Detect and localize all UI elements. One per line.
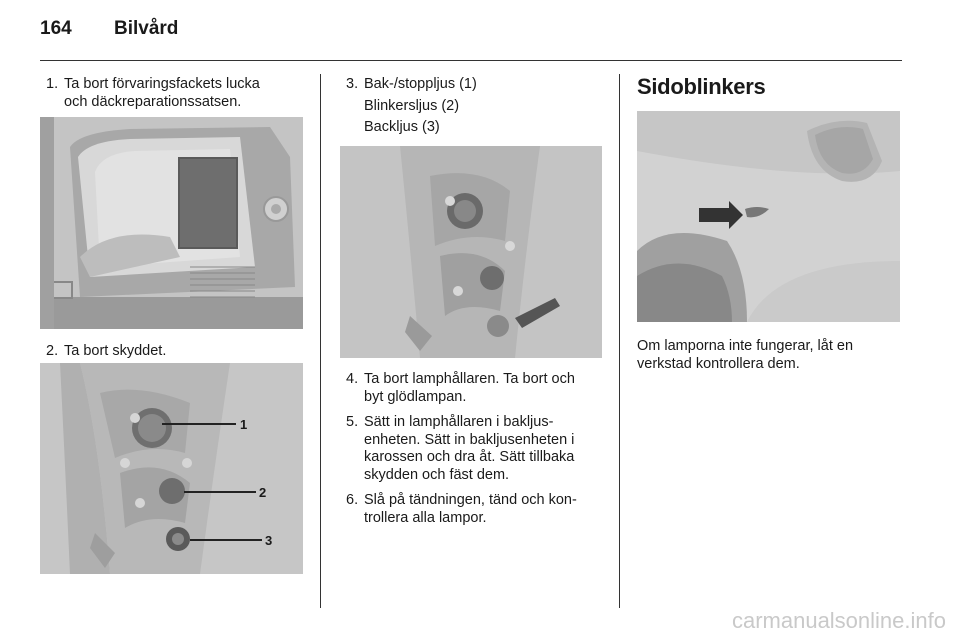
page-number: 164: [40, 18, 72, 39]
column-1-step2: [40, 343, 304, 361]
trunk-storage-photo: [40, 117, 303, 329]
watermark: carmanualsonline.info: [731, 608, 946, 633]
step-3-text: Bak-/stoppljus (1): [364, 76, 477, 92]
step-5-number: 5.: [346, 414, 359, 430]
sidoblinkers-line1: Om lamporna inte fungerar, låt en: [637, 338, 854, 354]
column-3-text: [637, 338, 901, 373]
step-6-number: 6.: [346, 492, 359, 508]
step-1-text-line1: Ta bort förvaringsfackets lucka: [64, 76, 260, 92]
side-indicator-photo: [637, 111, 900, 322]
column-3: [637, 74, 901, 99]
step-4-line2: byt glödlampan.: [364, 388, 467, 405]
column-1: [40, 76, 304, 111]
tail-light-callout-photo: [40, 363, 303, 574]
sidoblinkers-heading: Sidoblinkers: [637, 74, 766, 99]
step-1-text-line2: och däckreparationssatsen.: [64, 93, 242, 110]
step-3-number: 3.: [346, 76, 359, 92]
step-3-line2: Blinkersljus (2): [364, 97, 460, 114]
column-2-steps: [340, 371, 604, 527]
callout-2: 2: [259, 485, 267, 500]
step-4: [340, 371, 604, 406]
step-1: [40, 76, 304, 111]
step-5: [340, 414, 604, 484]
step-2-number: 2.: [46, 343, 59, 359]
section-title: Bilvård: [114, 18, 179, 39]
bulb-holder-photo: [340, 146, 602, 358]
step-3-line3: Backljus (3): [364, 119, 440, 135]
step-6-line1: Slå på tändningen, tänd och kon-: [364, 492, 577, 508]
step-3: [340, 76, 604, 94]
step-2-text: Ta bort skyddet.: [64, 343, 167, 359]
callout-1: 1: [240, 417, 248, 432]
sidoblinkers-line2: verkstad kontrollera dem.: [637, 355, 800, 372]
step-2: [40, 343, 304, 361]
column-2: [340, 76, 604, 137]
step-5-line1: Sätt in lamphållaren i bakljus-: [364, 414, 554, 430]
callout-3: 3: [265, 533, 273, 548]
step-4-number: 4.: [346, 371, 359, 387]
column-divider-left: [320, 74, 321, 608]
step-4-line1: Ta bort lamphållaren. Ta bort och: [364, 371, 575, 387]
step-5-line3: karossen och dra åt. Sätt tillbaka: [364, 449, 575, 465]
step-6-line2: trollera alla lampor.: [364, 509, 487, 526]
step-5-line2: enheten. Sätt in bakljusenheten i: [364, 431, 575, 448]
page-header: [40, 18, 178, 48]
step-6: [340, 492, 604, 527]
step-1-number: 1.: [46, 76, 59, 92]
step-5-line4: skydden och fäst dem.: [364, 466, 510, 483]
header-rule: [40, 60, 902, 61]
column-divider-right: [619, 74, 620, 608]
